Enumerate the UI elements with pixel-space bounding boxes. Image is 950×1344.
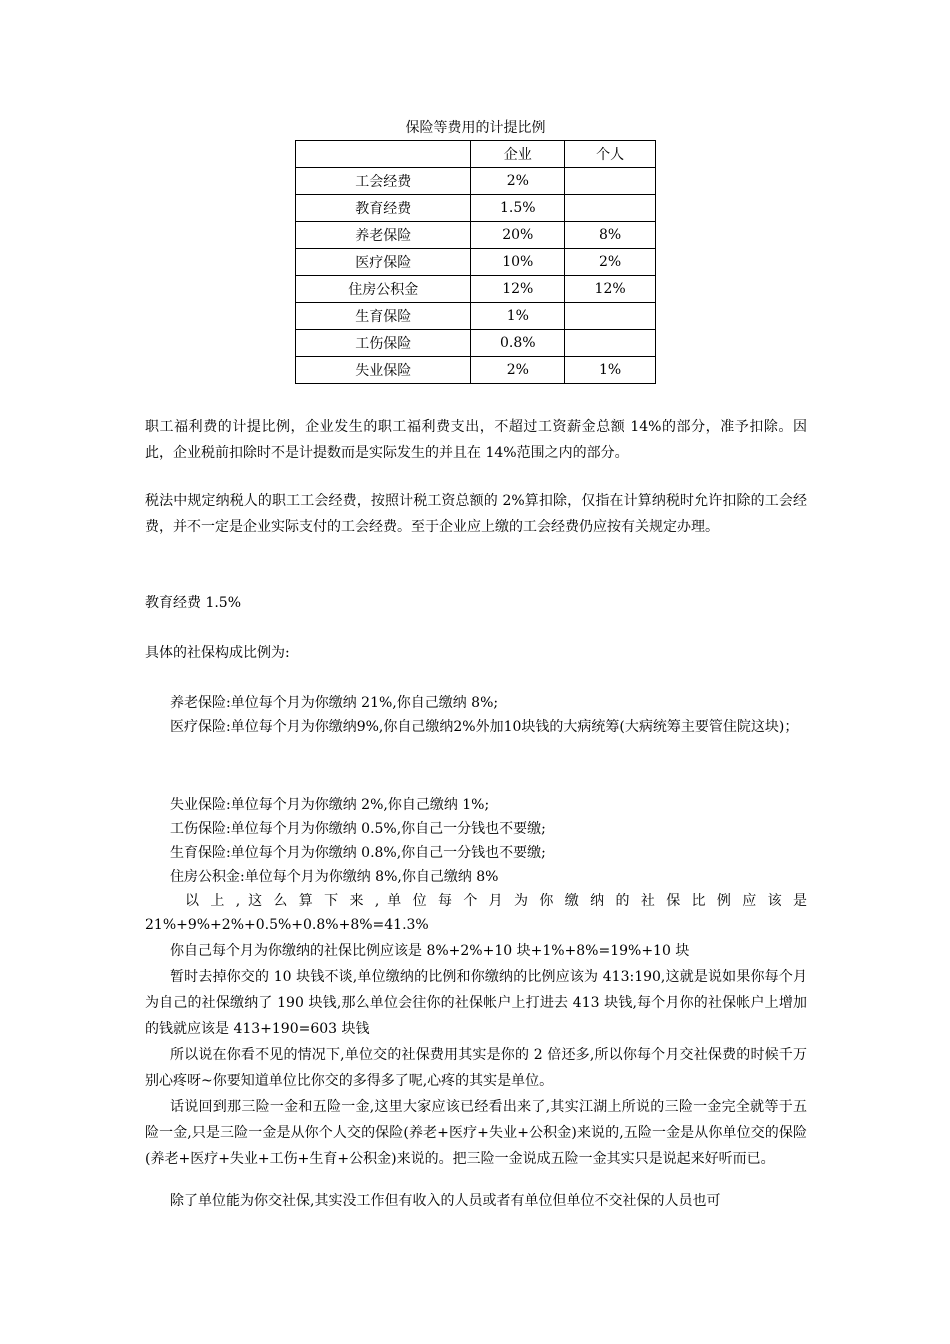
three-five-insurance-paragraph: 话说回到那三险一金和五险一金,这里大家应该已经看出来了,其实江湖上所说的三险一金完全就等于五险一金,只是三险一金是从你个人交的保险(养老+医疗+失业+公积金)来说的,五险一金是从你单位交的保险(养老+医疗+失业+工伤+生育+公积金)来说的。把三险一金说成五险一金其实只是说起来好听而已。 xyxy=(145,1099,807,1167)
table-row xyxy=(296,330,656,357)
table-cell: 生育保险 xyxy=(296,303,471,330)
table-cell: 教育经费 xyxy=(296,195,471,222)
table-cell: 0.8% xyxy=(471,330,565,357)
table-cell xyxy=(565,168,656,195)
table-cell xyxy=(565,303,656,330)
table-header-row xyxy=(296,141,656,168)
welfare-paragraph: 职工福利费的计提比例，企业发生的职工福利费支出，不超过工资薪金总额 14%的部分，准予扣除。因此，企业税前扣除时不是计提数而是实际发生的并且在 14%范围之内的部分。 xyxy=(145,419,807,461)
unemployment-line: 失业保险:单位每个月为你缴纳 2%,你自己缴纳 1%; xyxy=(170,797,490,813)
table-cell: 住房公积金 xyxy=(296,276,471,303)
table-cell: 1% xyxy=(565,357,656,384)
union-fee-paragraph: 税法中规定纳税人的职工工会经费，按照计税工资总额的 2%算扣除，仅指在计算纳税时允许扣除的工会经费，并不一定是企业实际支付的工会经费。至于企业应上缴的工会经费仍应按有关规定办理。 xyxy=(145,493,807,535)
table-cell: 1.5% xyxy=(471,195,565,222)
table-header-cell: 个人 xyxy=(565,141,656,168)
table-cell: 医疗保险 xyxy=(296,249,471,276)
table-row xyxy=(296,276,656,303)
personal-sum-line: 你自己每个月为你缴纳的社保比例应该是 8%+2%+10 块+1%+8%=19%+10 块 xyxy=(170,943,690,959)
table-row xyxy=(296,195,656,222)
table-cell xyxy=(565,330,656,357)
table-cell: 10% xyxy=(471,249,565,276)
table-row xyxy=(296,222,656,249)
table-cell: 失业保险 xyxy=(296,357,471,384)
table-cell: 12% xyxy=(565,276,656,303)
breakdown-intro: 具体的社保构成比例为: xyxy=(145,645,290,661)
ratio-paragraph: 暂时去掉你交的 10 块钱不谈,单位缴纳的比例和你缴纳的比例应该为 413:190,这就是说如果你每个月为自己的社保缴纳了 190 块钱,那么单位会往你的社保帐户上打进去 413 块钱,每个月你的社保帐户上增加的钱就应该是 413+190=603 块钱 xyxy=(145,969,807,1037)
table-row xyxy=(296,357,656,384)
table-row xyxy=(296,303,656,330)
table-cell xyxy=(565,195,656,222)
contribution-rates-table xyxy=(295,140,656,384)
invisible-cost-paragraph: 所以说在你看不见的情况下,单位交的社保费用其实是你的 2 倍还多,所以你每个月交社保费的时候千万别心疼呀~你要知道单位比你交的多得多了呢,心疼的其实是单位。 xyxy=(145,1047,807,1089)
table-cell: 2% xyxy=(471,357,565,384)
table-header-cell: 企业 xyxy=(471,141,565,168)
table-cell: 工会经费 xyxy=(296,168,471,195)
table-cell: 工伤保险 xyxy=(296,330,471,357)
table-caption: 保险等费用的计提比例 xyxy=(405,120,546,136)
education-fee-paragraph: 教育经费 1.5% xyxy=(145,595,242,611)
table-cell: 8% xyxy=(565,222,656,249)
employer-sum-line: 以 上 , 这 么 算 下 来 , 单 位 每 个 月 为 你 缴 纳 的 社 保 比 例 应 该 是 xyxy=(185,893,807,909)
pension-line: 养老保险:单位每个月为你缴纳 21%,你自己缴纳 8%; xyxy=(170,695,499,711)
maternity-line: 生育保险:单位每个月为你缴纳 0.8%,你自己一分钱也不要缴; xyxy=(170,845,546,861)
table-cell: 养老保险 xyxy=(296,222,471,249)
table-cell: 1% xyxy=(471,303,565,330)
medical-line: 医疗保险:单位每个月为你缴纳9%,你自己缴纳2%外加10块钱的大病统筹(大病统筹主要管住院这块)； xyxy=(170,719,799,735)
table-cell: 2% xyxy=(565,249,656,276)
table-cell: 20% xyxy=(471,222,565,249)
table-cell: 12% xyxy=(471,276,565,303)
table-row xyxy=(296,168,656,195)
housing-fund-line: 住房公积金:单位每个月为你缴纳 8%,你自己缴纳 8% xyxy=(170,869,499,885)
table-row xyxy=(296,249,656,276)
table-cell: 2% xyxy=(471,168,565,195)
table-header-cell xyxy=(296,141,471,168)
employer-sum-formula: 21%+9%+2%+0.5%+0.8%+8%=41.3% xyxy=(145,917,429,933)
injury-line: 工伤保险:单位每个月为你缴纳 0.5%,你自己一分钱也不要缴; xyxy=(170,821,546,837)
closing-paragraph: 除了单位能为你交社保,其实没工作但有收入的人员或者有单位但单位不交社保的人员也可 xyxy=(170,1193,721,1209)
